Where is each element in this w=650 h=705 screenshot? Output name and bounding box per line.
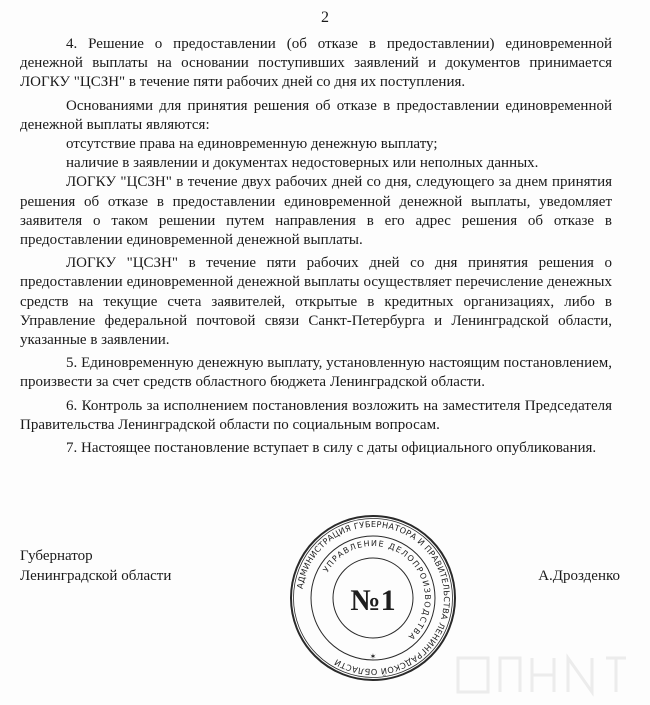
list-item-no-right: отсутствие права на единовременную денежную выплату; — [66, 136, 438, 153]
paragraph-payment-transfer: ЛОГКУ "ЦСЗН" в течение пяти рабочих дней со дня принятия решения о предоставлении единовременной денежной выплаты осуществляет перечисление денежных средств на текущие счета заявителей, открытые в кредитных организациях, либо в Управление федеральной почтовой связи Санкт-Петербурга и Ленинградской области, указанные в заявлении. — [20, 255, 612, 349]
signatory-name: А.Дрозденко — [538, 568, 620, 584]
list-item-invalid-data: наличие в заявлении и документах недостоверных или неполных данных. — [66, 155, 539, 172]
document-body — [20, 35, 612, 462]
paragraph-funding-source: 5. Единовременную денежную выплату, установленную настоящим постановлением, произвести за счет средств областного бюджета Ленинградской области. — [20, 355, 612, 391]
stamp-star-icon: ✶ — [369, 652, 377, 661]
paragraph-decision-terms: 4. Решение о предоставлении (об отказе в предоставлении) единовременной денежной выплаты на основании поступивших заявлений и документов принимается ЛОГКУ "ЦСЗН" в течение пяти рабочих дней со дня их поступления. — [20, 36, 612, 91]
official-seal-stamp — [288, 513, 458, 683]
paragraph-refusal-grounds: Основаниями для принятия решения об отказе в предоставлении единовременной денежной выплаты являются: — [20, 97, 612, 133]
signatory-position-line-2: Ленинградской области — [20, 568, 172, 584]
scan-watermark-logo — [450, 650, 640, 700]
page-number: 2 — [321, 9, 329, 26]
stamp-inner-text: УПРАВЛЕНИЕ ДЕЛОПРОИЗВОДСТВА — [321, 538, 433, 643]
paragraph-refusal-notice: ЛОГКУ "ЦСЗН" в течение двух рабочих дней со дня, следующего за днем принятия решения об отказе в предоставлении единовременной денежной выплаты, уведомляет заявителя о таком решении путем направления в его адрес решения об отказе в предоставлении единовременной денежной выплаты. — [20, 174, 612, 249]
stamp-center-number: №1 — [350, 584, 396, 617]
paragraph-control: 6. Контроль за исполнением постановления возложить на заместителя Председателя Правительства Ленинградской области по социальным вопросам. — [20, 397, 612, 433]
signatory-position — [20, 546, 240, 586]
stamp-outer-text: АДМИНИСТРАЦИЯ ГУБЕРНАТОРА И ПРАВИТЕЛЬСТВА ЛЕНИНГРАДСКОЙ ОБЛАСТИ — [294, 518, 453, 678]
paragraph-effective-date: 7. Настоящее постановление вступает в силу с даты официального опубликования. — [66, 440, 597, 457]
signatory-position-line-1: Губернатор — [20, 548, 93, 564]
